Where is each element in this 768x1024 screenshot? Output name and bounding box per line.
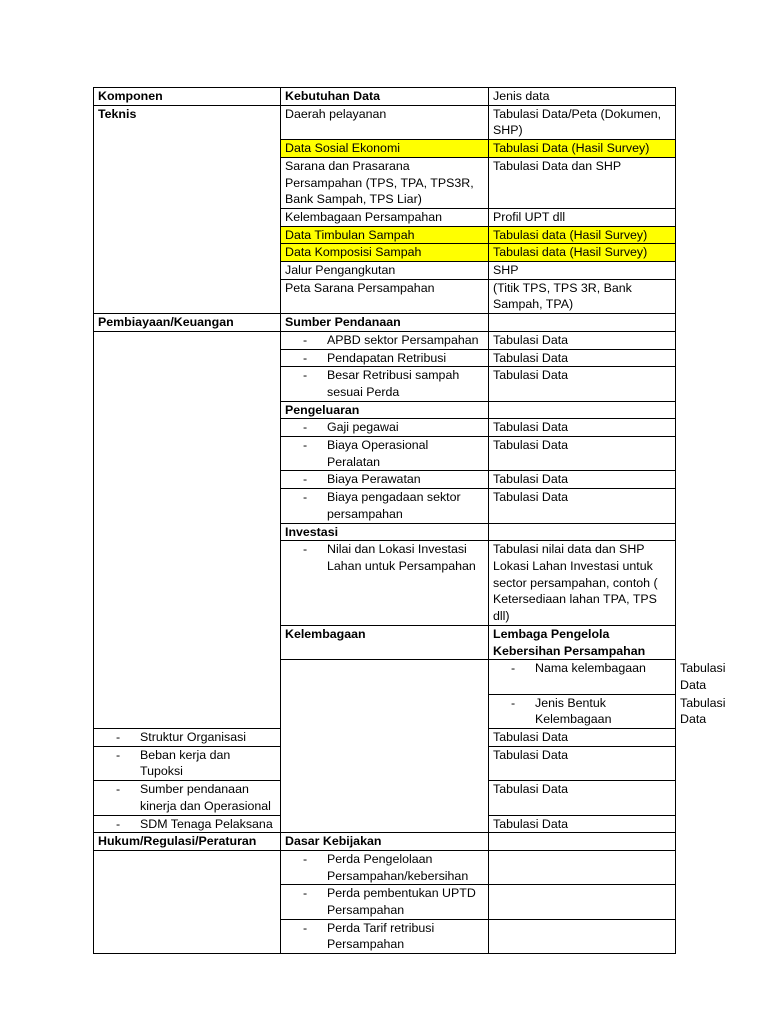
data-requirements-table [93,87,726,954]
list-dash: - [303,350,308,365]
list-dash: - [303,851,308,866]
list-item: Struktur Organisasi [140,730,247,745]
table-row [94,331,676,349]
list-item: Perda pembentukan UPTD Persampahan [327,886,476,918]
list-dash: - [303,438,308,453]
table-cell-need [94,781,281,815]
table-cell-need [281,349,489,367]
list-item: Biaya Operasional Peralatan [327,438,429,469]
list-dash: - [303,886,308,901]
table-cell-need [94,729,281,747]
list-dash: - [303,542,308,557]
table-cell-type: Tabulasi data (Hasil Survey) [489,226,676,244]
list-dash: - [116,747,121,762]
section-label-spacer [94,331,281,728]
header-jenis-data: Jenis data [489,88,676,106]
table-cell-need [94,746,281,780]
list-item: APBD sektor Persampahan [327,332,479,347]
table-row [94,314,676,332]
group-title-investasi: Investasi [281,523,489,541]
list-item: Biaya pengadaan sektor persampahan [327,490,461,521]
list-item: Gaji pegawai [327,420,399,435]
table-cell-need: Kelembagaan Persampahan [281,208,489,226]
table-cell-type [489,919,676,953]
table-cell-need [281,919,489,953]
list-item: Sumber pendanaan kinerja dan Operasional [140,782,271,813]
list-dash: - [303,472,308,487]
table-cell-need [489,694,676,728]
table-cell-type: (Titik TPS, TPS 3R, Bank Sampah, TPA) [489,279,676,313]
table-cell-type: Tabulasi Data [489,437,676,471]
list-dash: - [511,695,516,710]
list-dash: - [303,920,308,935]
table-cell-need [281,331,489,349]
group-title-dasar-kebijakan: Dasar Kebijakan [281,833,489,851]
table-cell-type: Tabulasi Data [489,349,676,367]
list-dash: - [303,332,308,347]
list-item: Nama kelembagaan [535,661,646,676]
table-cell-type: Tabulasi data (Hasil Survey) [489,244,676,262]
table-cell-type [489,314,676,332]
list-item: SDM Tenaga Pelaksana [140,816,273,831]
section-label-pembiayaan: Pembiayaan/Keuangan [94,314,281,332]
table-cell-need [281,850,489,884]
section-label-spacer [94,850,281,953]
list-item: Pendapatan Retribusi [327,350,447,365]
group-title-pengeluaran: Pengeluaran [281,401,489,419]
list-item: Biaya Perawatan [327,472,421,487]
list-dash: - [116,730,121,745]
table-cell-type: Tabulasi Data [489,729,676,747]
table-cell-type: Tabulasi Data [489,781,676,815]
table-cell-type: Tabulasi Data [489,746,676,780]
list-dash: - [303,420,308,435]
table-cell-need: Sarana dan Prasarana Persampahan (TPS, TPA, TPS3R, Bank Sampah, TPS Liar) [281,157,489,208]
table-cell-need: Data Timbulan Sampah [281,226,489,244]
table-cell-type: Tabulasi Data [489,367,676,401]
group-title-sumber-pendanaan: Sumber Pendanaan [281,314,489,332]
table-cell-type: Tabulasi Data [489,419,676,437]
table-cell-type [489,833,676,851]
table-cell-type: Profil UPT dll [489,208,676,226]
table-cell-type [489,523,676,541]
list-dash: - [116,782,121,797]
table-cell-need: Peta Sarana Persampahan [281,279,489,313]
list-dash: - [303,490,308,505]
list-item: Jenis Bentuk Kelembagaan [535,695,612,727]
table-cell-need: Jalur Pengangkutan [281,262,489,280]
header-kebutuhan-data: Kebutuhan Data [281,88,489,106]
table-cell-need: Daerah pelayanan [281,105,489,139]
table-cell-need [489,660,676,694]
table-cell-need [281,885,489,919]
table-cell-type: Tabulasi Data [489,331,676,349]
table-cell-need: Data Komposisi Sampah [281,244,489,262]
list-dash: - [511,661,516,676]
table-row [94,850,676,884]
table-cell-type: Tabulasi Data dan SHP [489,157,676,208]
table-header-row [94,88,676,106]
table-cell-type: Tabulasi Data [489,489,676,523]
table-cell-type [489,885,676,919]
table-cell-type: Tabulasi Data (Hasil Survey) [489,140,676,158]
table-cell-type [489,401,676,419]
list-dash: - [303,368,308,383]
table-cell-type: SHP [489,262,676,280]
table-row: - Jenis Bentuk Kelembagaan Tabulasi Data [94,694,676,728]
table-cell-type: Tabulasi Data/Peta (Dokumen, SHP) [489,105,676,139]
table-cell-need [281,541,489,626]
table-cell-need: Data Sosial Ekonomi [281,140,489,158]
list-item: Perda Tarif retribusi Persampahan [327,920,435,952]
section-label-kelembagaan: Kelembagaan [281,625,489,659]
list-item: Nilai dan Lokasi Investasi Lahan untuk Persampahan [327,542,476,573]
table-row: - Nama kelembagaan Tabulasi Data [94,660,676,694]
section-label-teknis: Teknis [94,105,281,313]
table-cell-need [281,489,489,523]
table-cell-need [281,437,489,471]
section-label-spacer [281,660,489,833]
table-cell-need [94,815,281,833]
list-item: Beban kerja dan Tupoksi [140,747,231,779]
header-komponen: Komponen [94,88,281,106]
table-row [94,833,676,851]
table-cell-type: Tabulasi Data [489,471,676,489]
list-dash: - [116,816,121,831]
table-cell-type: Tabulasi nilai data dan SHP Lokasi Lahan Investasi untuk sector persampahan, contoh ( Ketersediaan lahan TPA, TPS dll) [489,541,676,626]
table-cell-need [281,367,489,401]
table-cell-type: Tabulasi Data [489,815,676,833]
table-cell-need [281,471,489,489]
table-cell-type [489,850,676,884]
section-label-hukum: Hukum/Regulasi/Peraturan [94,833,281,851]
table-row [94,105,676,139]
table-cell-need [281,419,489,437]
list-item: Perda Pengelolaan Persampahan/kebersihan [327,851,469,883]
group-title-lembaga: Lembaga Pengelola Kebersihan Persampahan [489,625,676,659]
list-item: Besar Retribusi sampah sesuai Perda [327,368,460,399]
